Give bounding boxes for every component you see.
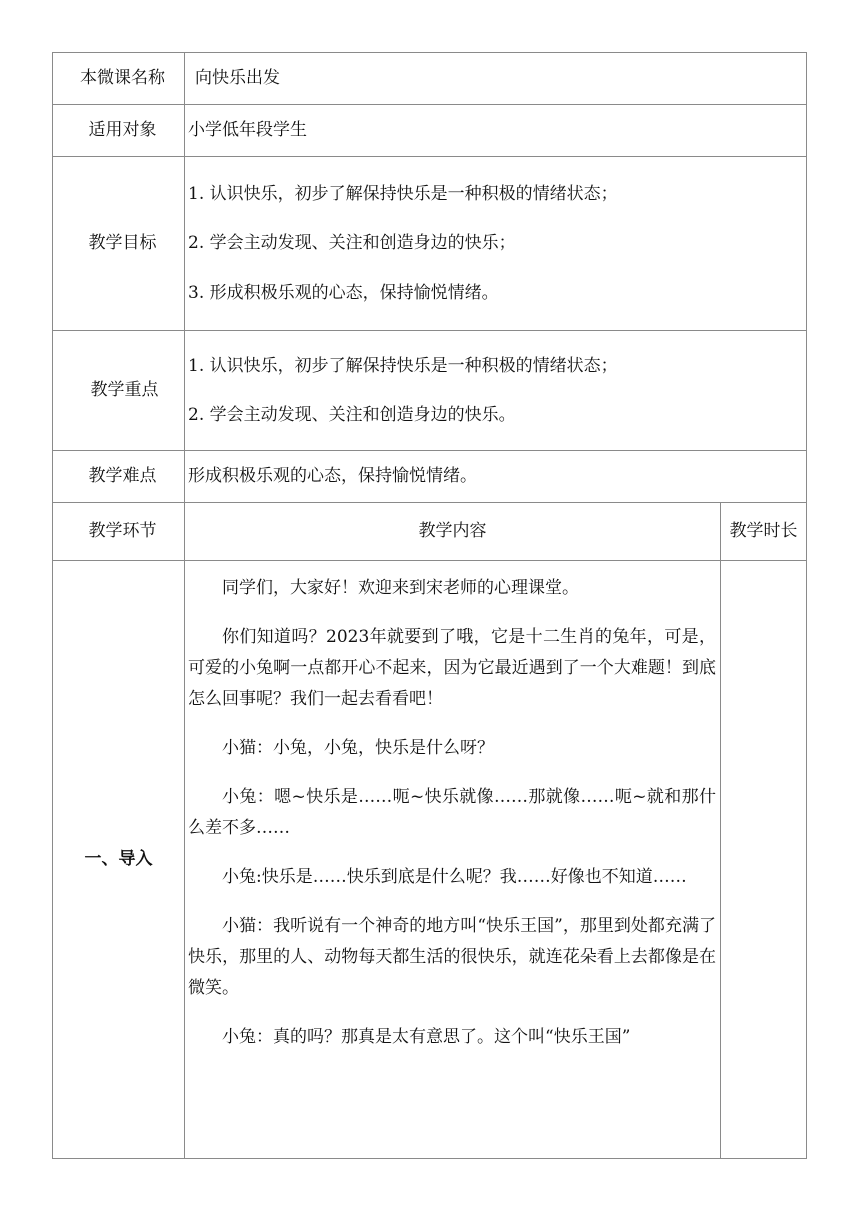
row-key-points bbox=[53, 331, 807, 451]
key-point-item: 1. 认识快乐，初步了解保持快乐是一种积极的情绪状态； bbox=[188, 355, 618, 376]
content-paragraph: 你们知道吗？2023年就要到了哦，它是十二生肖的兔年，可是，可爱的小兔啊一点都开心不起来，因为它最近遇到了一个大难题！到底怎么回事呢？我们一起去看看吧！ bbox=[188, 627, 716, 709]
section-intro-content bbox=[185, 561, 721, 1159]
audience-value: 小学低年段学生 bbox=[185, 105, 807, 157]
row-audience bbox=[53, 105, 807, 157]
key-point-item: 2. 学会主动发现、关注和创造身边的快乐。 bbox=[188, 405, 516, 425]
content-paragraph: 小猫：我听说有一个神奇的地方叫“快乐王国”，那里到处都充满了快乐，那里的人、动物每天都生活的很快乐，就连花朵看上去都像是在微笑。 bbox=[188, 916, 716, 998]
goal-item: 2. 学会主动发现、关注和创造身边的快乐； bbox=[188, 233, 516, 254]
row-section-intro bbox=[53, 561, 807, 1159]
header-content: 教学内容 bbox=[185, 503, 721, 561]
content-paragraph: 小兔:快乐是……快乐到底是什么呢？我……好像也不知道…… bbox=[222, 867, 687, 887]
difficulty-label: 教学难点 bbox=[53, 451, 185, 503]
goals-list bbox=[185, 157, 807, 331]
goals-label: 教学目标 bbox=[53, 157, 185, 331]
section-intro-duration bbox=[721, 561, 807, 1159]
row-header bbox=[53, 503, 807, 561]
lesson-plan-table bbox=[52, 52, 807, 1159]
content-paragraph: 小兔：嗯~快乐是……呃~快乐就像……那就像……呃~就和那什么差不多…… bbox=[188, 787, 716, 838]
goal-item: 1. 认识快乐，初步了解保持快乐是一种积极的情绪状态； bbox=[188, 184, 618, 205]
row-course-name bbox=[53, 53, 807, 105]
content-paragraph: 小猫：小兔，小兔，快乐是什么呀？ bbox=[222, 738, 494, 758]
content-paragraph: 同学们，大家好！欢迎来到宋老师的心理课堂。 bbox=[222, 578, 579, 598]
section-intro-stage: 一、导入 bbox=[53, 561, 185, 1159]
row-difficulty bbox=[53, 451, 807, 503]
row-goals bbox=[53, 157, 807, 331]
content-paragraph: 小兔：真的吗？那真是太有意思了。这个叫“快乐王国” bbox=[222, 1027, 631, 1047]
audience-label: 适用对象 bbox=[53, 105, 185, 157]
course-name-value: 向快乐出发 bbox=[185, 53, 807, 105]
header-duration: 教学时长 bbox=[721, 503, 807, 561]
course-name-label: 本微课名称 bbox=[53, 53, 185, 105]
key-points-list bbox=[185, 331, 807, 451]
header-stage: 教学环节 bbox=[53, 503, 185, 561]
key-points-label: 教学重点 bbox=[53, 331, 185, 451]
goal-item: 3. 形成积极乐观的心态，保持愉悦情绪。 bbox=[188, 282, 499, 303]
difficulty-value: 形成积极乐观的心态，保持愉悦情绪。 bbox=[185, 451, 807, 503]
